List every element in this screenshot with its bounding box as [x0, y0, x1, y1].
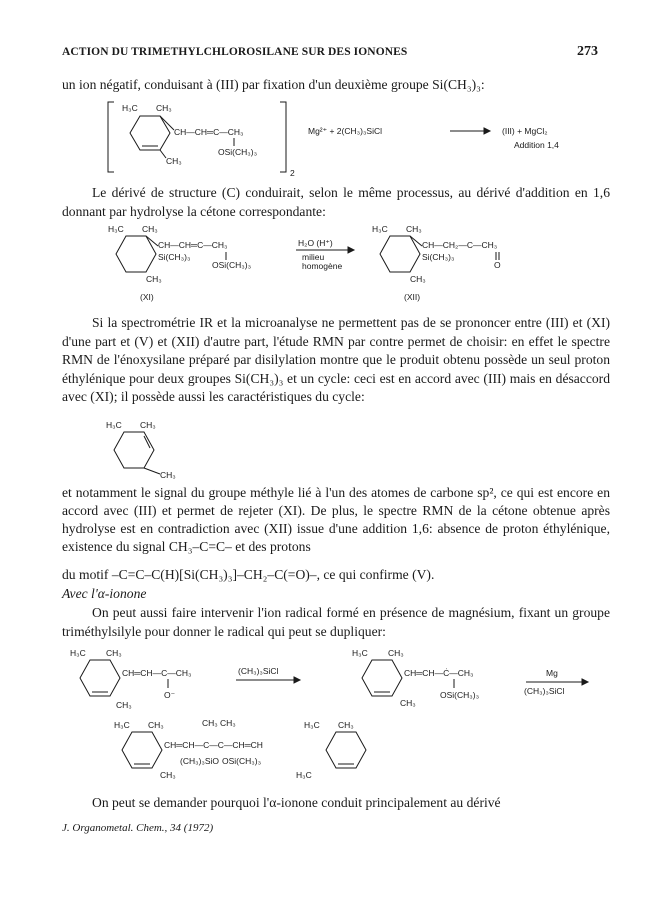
scheme5-osi1: (CH₃)₃SiO — [180, 756, 220, 766]
paragraph-5: On peut aussi faire intervenir l'ion radical formé en présence de magnésium, fixant un groupe triméthylsilyle pour donner le radical qui peut se dupliquer: — [62, 605, 610, 639]
scheme1-product: (III) + MgCl₂ — [502, 126, 548, 136]
paragraph-4b: du motif –C=C–C(H)[Si(CH₃)₃]–CH₂–C(=O)–, ce qui confirme (V). — [62, 567, 435, 582]
cyclohexene-ring-4b — [362, 660, 402, 696]
scheme1-ch3: CH₃ — [156, 103, 172, 113]
scheme2-left-si: Si(CH₃)₃ — [158, 252, 191, 262]
scheme1-reagents: Mg²⁺ + 2(CH₃)₃SiCl — [308, 126, 382, 136]
scheme4-arrow2-top: Mg — [546, 668, 558, 678]
scheme2-right-ch3b: CH₃ — [410, 274, 426, 284]
page-number: 273 — [577, 44, 598, 59]
cyclohexene-ring-1 — [130, 116, 170, 150]
scheme-5-figure — [104, 716, 404, 782]
scheme2-left-osi: OSi(CH₃)₃ — [212, 260, 252, 270]
running-title: ACTION DU TRIMETHYLCHLOROSILANE SUR DES IONONES — [62, 46, 408, 58]
scheme1-osi: OSi(CH₃)₃ — [218, 147, 258, 157]
scheme5-r-ch3: CH₃ — [338, 720, 354, 730]
scheme5-ch3b: CH₃ — [160, 770, 176, 780]
scheme2-right-o: O — [494, 260, 501, 270]
cyclohexene-ring-2b — [380, 236, 420, 272]
scheme2-arrow-top: H₂O (H⁺) — [298, 238, 333, 248]
scheme2-left-ch3b: CH₃ — [146, 274, 162, 284]
scheme-1-figure — [100, 98, 610, 180]
cyclohexene-ring-3 — [114, 432, 154, 468]
scheme2-arrow-bottom-2: homogène — [302, 261, 343, 271]
scheme1-chain: CH—CH═C—CH₃ — [174, 127, 244, 137]
scheme5-ch3-top1: CH₃ — [202, 718, 218, 728]
scheme1-ch3b: CH₃ — [166, 156, 182, 166]
scheme4-arrow1: (CH₃)₃SiCl — [238, 666, 279, 676]
scheme3-h3c: H₃C — [106, 420, 122, 430]
scheme-4-figure — [62, 646, 622, 716]
cyclohexene-ring-4a — [80, 660, 120, 696]
scheme4-ominus: O⁻ — [164, 690, 176, 700]
scheme4-r-ch3: CH₃ — [388, 648, 404, 658]
scheme4-ch3: CH₃ — [106, 648, 122, 658]
scheme2-left-h3c: H₃C — [108, 224, 124, 234]
cyclohexene-ring-2a — [116, 236, 156, 272]
scheme5-h3cb: H₃C — [296, 770, 312, 780]
scheme4-ch3b: CH₃ — [116, 700, 132, 710]
section-title: Avec l'α-ionone — [62, 586, 147, 601]
scheme4-chain: CH═CH—C—CH₃ — [122, 668, 192, 678]
scheme5-ch3: CH₃ — [148, 720, 164, 730]
scheme4-r-chain: CH═CH—Ċ—CH₃ — [404, 668, 474, 678]
scheme5-h3c: H₃C — [114, 720, 130, 730]
scheme-2-figure — [98, 222, 618, 308]
scheme5-osi2: OSi(CH₃)₃ — [222, 756, 262, 766]
scheme4-r-osi: OSi(CH₃)₃ — [440, 690, 480, 700]
cyclohexene-ring-5a — [122, 732, 162, 768]
scheme4-r-ch3b: CH₃ — [400, 698, 416, 708]
scheme2-left-chain: CH—CH═C—CH₃ — [158, 240, 228, 250]
scheme5-chain: CH═CH—C—C—CH═CH — [164, 740, 263, 750]
scheme-3-figure — [100, 418, 220, 480]
scheme2-left-ch3: CH₃ — [142, 224, 158, 234]
paragraph-1: un ion négatif, conduisant à (III) par fixation d'un deuxième groupe Si(CH₃)₃: — [62, 77, 485, 92]
paragraph-3: Si la spectrométrie IR et la microanalyse ne permettent pas de se prononcer entre (III) et (XI) d'une part et (V) et (XII) d'autre part, l'étude RMN par contre permet de choisir: en effet le spectre RMN de l'énoxysilane préparé par disilylation montre que le produit obtenu possède un seul proton éthylénique pour deux groupes Si(CH₃)₃ et un cycle: ceci est en accord avec (III) mais en désaccord avec (XI); il possède aussi les caractéristiques du cycle: — [62, 315, 610, 404]
scheme2-right-ch3: CH₃ — [406, 224, 422, 234]
scheme5-ch3-top2: CH₃ — [220, 718, 236, 728]
scheme1-subscript: 2 — [290, 168, 295, 178]
scheme4-h3c: H₃C — [70, 648, 86, 658]
scheme2-right-label: (XII) — [404, 292, 421, 302]
scheme2-right-si: Si(CH₃)₃ — [422, 252, 455, 262]
scheme2-right-chain: CH—CH₂—C—CH₃ — [422, 240, 498, 250]
paragraph-4a: et notamment le signal du groupe méthyle lié à l'un des atomes de carbone sp², ce qui est encore en accord avec (III) et permet de rejeter (XI). De plus, le spectre RMN de la cétone obtenue après hydrolyse est en contradiction avec (XII) issue d'une addition 1,6: absence de proton éthylénique, existence du signal CH₃–C=C– et des protons — [62, 485, 610, 554]
paragraph-6: On peut se demander pourquoi l'α-ionone conduit principalement au dérivé — [92, 795, 501, 810]
scheme2-left-label: (XI) — [140, 292, 154, 302]
scheme3-ch3: CH₃ — [140, 420, 156, 430]
scheme5-r-h3c: H₃C — [304, 720, 320, 730]
scheme2-right-h3c: H₃C — [372, 224, 388, 234]
scheme1-note: Addition 1,4 — [514, 140, 559, 150]
paragraph-2: Le dérivé de structure (C) conduirait, selon le même processus, au dérivé d'addition en 1,6 donnant par hydrolyse la cétone correspondante: — [62, 185, 610, 219]
scheme2-arrow-bottom-1: milieu — [302, 252, 325, 262]
journal-footer: J. Organometal. Chem., 34 (1972) — [62, 822, 214, 834]
cyclohexene-ring-5b — [326, 732, 366, 768]
scheme1-h3c: H₃C — [122, 103, 138, 113]
scheme4-r-h3c: H₃C — [352, 648, 368, 658]
scheme3-ch3b: CH₃ — [160, 470, 176, 480]
scheme4-arrow2-bottom: (CH₃)₃SiCl — [524, 686, 565, 696]
